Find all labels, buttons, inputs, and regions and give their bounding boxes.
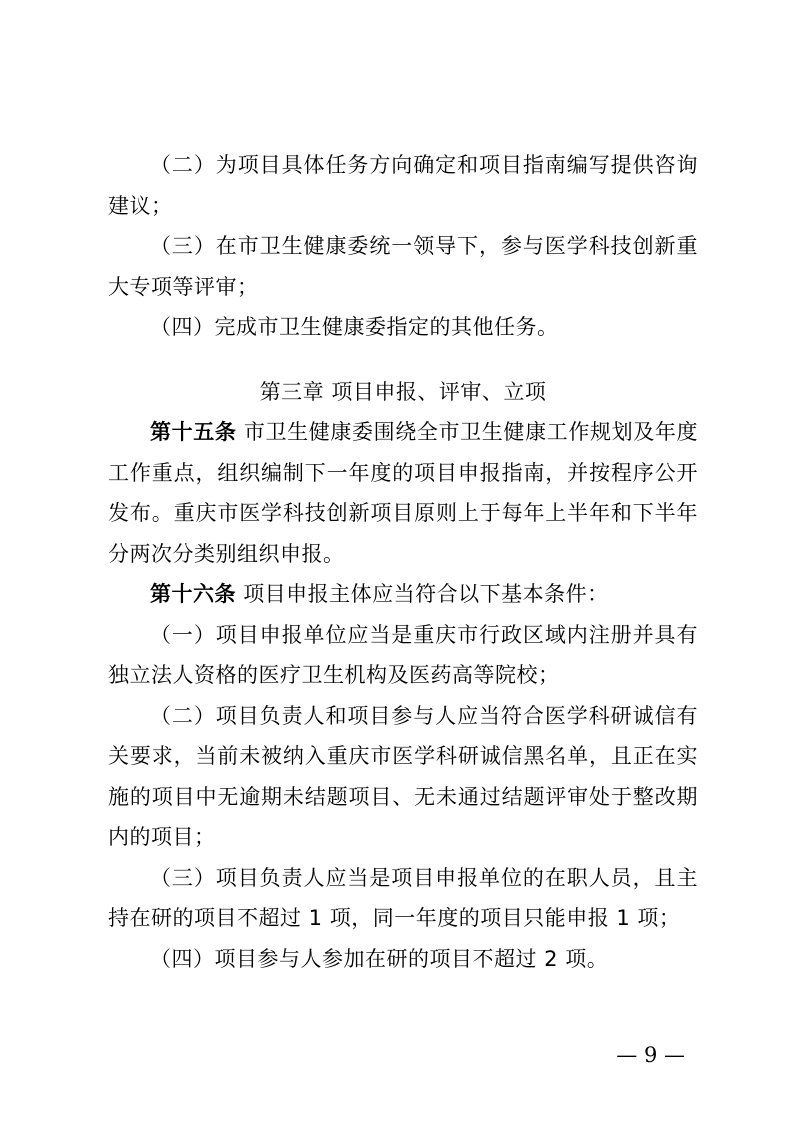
article-15 — [108, 412, 698, 574]
article-16-label: 第十六条 — [150, 582, 236, 606]
article-15-text: 市卫生健康委围绕全市卫生健康工作规划及年度工作重点，组织编制下一年度的项目申报指南，并按程序公开发布。重庆市医学科技创新项目原则上于每年上半年和下半年分两次分类别组织申报。 — [108, 420, 698, 566]
condition-item-2: （二）项目负责人和项目参与人应当符合医学科研诚信有关要求，当前未被纳入重庆市医学科研诚信黑名单，且正在实施的项目中无逾期未结题项目、无未通过结题评审处于整改期内的项目； — [108, 703, 698, 849]
document-body — [108, 145, 698, 979]
condition-item-3: （三）项目负责人应当是项目申报单位的在职人员，且主持在研的项目不超过 1 项，同一年度的项目只能申报 1 项； — [108, 865, 698, 930]
paragraph-item-3: （三）在市卫生健康委统一领导下，参与医学科技创新重大专项等评审； — [108, 234, 698, 299]
article-16 — [108, 574, 698, 615]
article-16-text: 项目申报主体应当符合以下基本条件： — [243, 582, 609, 606]
paragraph-item-4: （四）完成市卫生健康委指定的其他任务。 — [150, 315, 559, 339]
paragraph-item-2: （二）为项目具体任务方向确定和项目指南编写提供咨询建议； — [108, 153, 698, 218]
page-number: — 9 — — [616, 1043, 685, 1067]
chapter-title: 第三章 项目申报、评审、立项 — [259, 379, 547, 404]
condition-item-4: （四）项目参与人参加在研的项目不超过 2 项。 — [150, 946, 609, 971]
condition-item-1: （一）项目申报单位应当是重庆市行政区域内注册并具有独立法人资格的医疗卫生机构及医药高等院校； — [108, 622, 698, 687]
article-15-label: 第十五条 — [150, 420, 237, 444]
